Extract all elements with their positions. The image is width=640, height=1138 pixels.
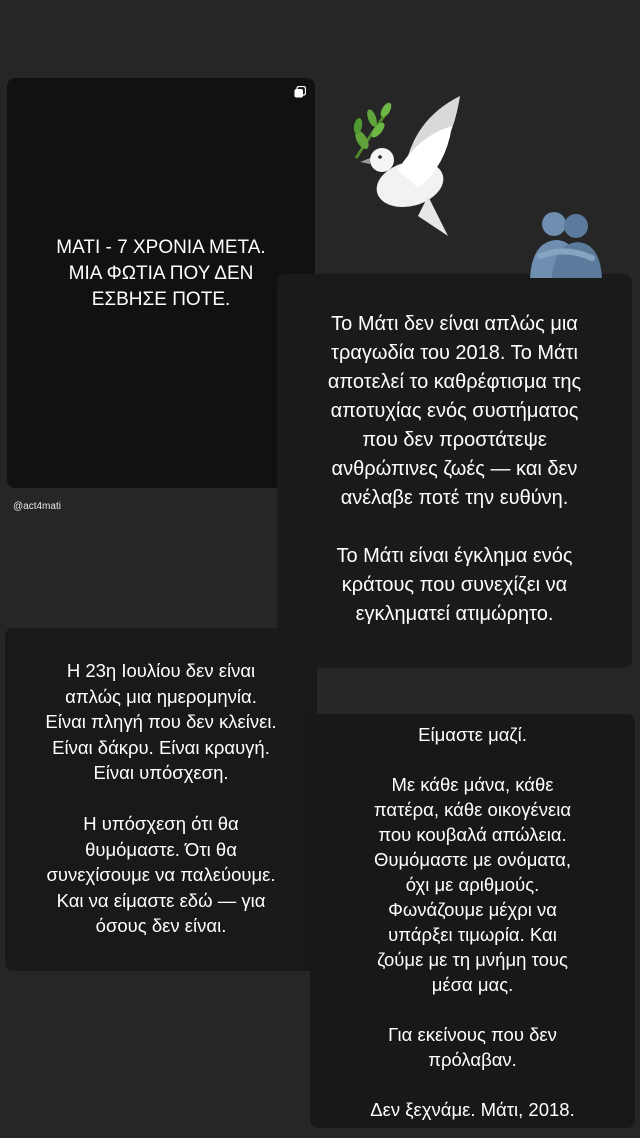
title-text: ΜΑΤΙ - 7 ΧΡΟΝΙΑ ΜΕΤΑ. ΜΙΑ ΦΩΤΙΑ ΠΟΥ ΔΕΝ ΕΣΒΗΣΕ ΠΟΤΕ.: [56, 237, 266, 310]
title-card: [7, 78, 315, 488]
main-statement-card: [277, 274, 632, 668]
solidarity-text: Είμαστε μαζί. Με κάθε μάνα, κάθε πατέρα, κάθε οικογένεια που κουβαλά απώλεια. Θυμόμαστε με ονόματα, όχι με αριθμούς. Φωνάζουμε μέχρι να υπάρξει τιμωρία. Και ζούμε με τη μνήμη τους μέσα μας. Για εκείνους που δεν πρόλαβαν. Δεν ξεχνάμε. Μάτι, 2018.: [370, 724, 575, 1120]
anniversary-card: [5, 628, 317, 971]
dove-with-olive-branch-icon: [348, 96, 466, 242]
solidarity-card: [310, 714, 635, 1128]
main-statement-text: Το Μάτι δεν είναι απλώς μια τραγωδία του 2018. Το Μάτι αποτελεί το καθρέφτισμα της αποτυχίας ενός συστήματος που δεν προστάτεψε ανθρώπινες ζωές — και δεν ανέλαβε ποτέ την ευθύνη. Το Μάτι είναι έγκλημα ενός κράτους που συνεχίζει να εγκληματεί ατιμώρητο.: [327, 313, 582, 625]
anniversary-text: Η 23η Ιουλίου δεν είναι απλώς μια ημερομηνία. Είναι πληγή που δεν κλείνει. Είναι δάκρυ. Είναι κραυγή. Είναι υπόσχεση. Η υπόσχεση ότι θα θυμόμαστε. Ότι θα συνεχίσουμε να παλεύουμε. Και να είμαστε εδώ — για όσους δεν είναι.: [45, 660, 277, 936]
account-handle[interactable]: @act4mati: [13, 501, 61, 512]
people-hugging-icon: [526, 210, 604, 278]
copy-icon: [294, 86, 306, 98]
